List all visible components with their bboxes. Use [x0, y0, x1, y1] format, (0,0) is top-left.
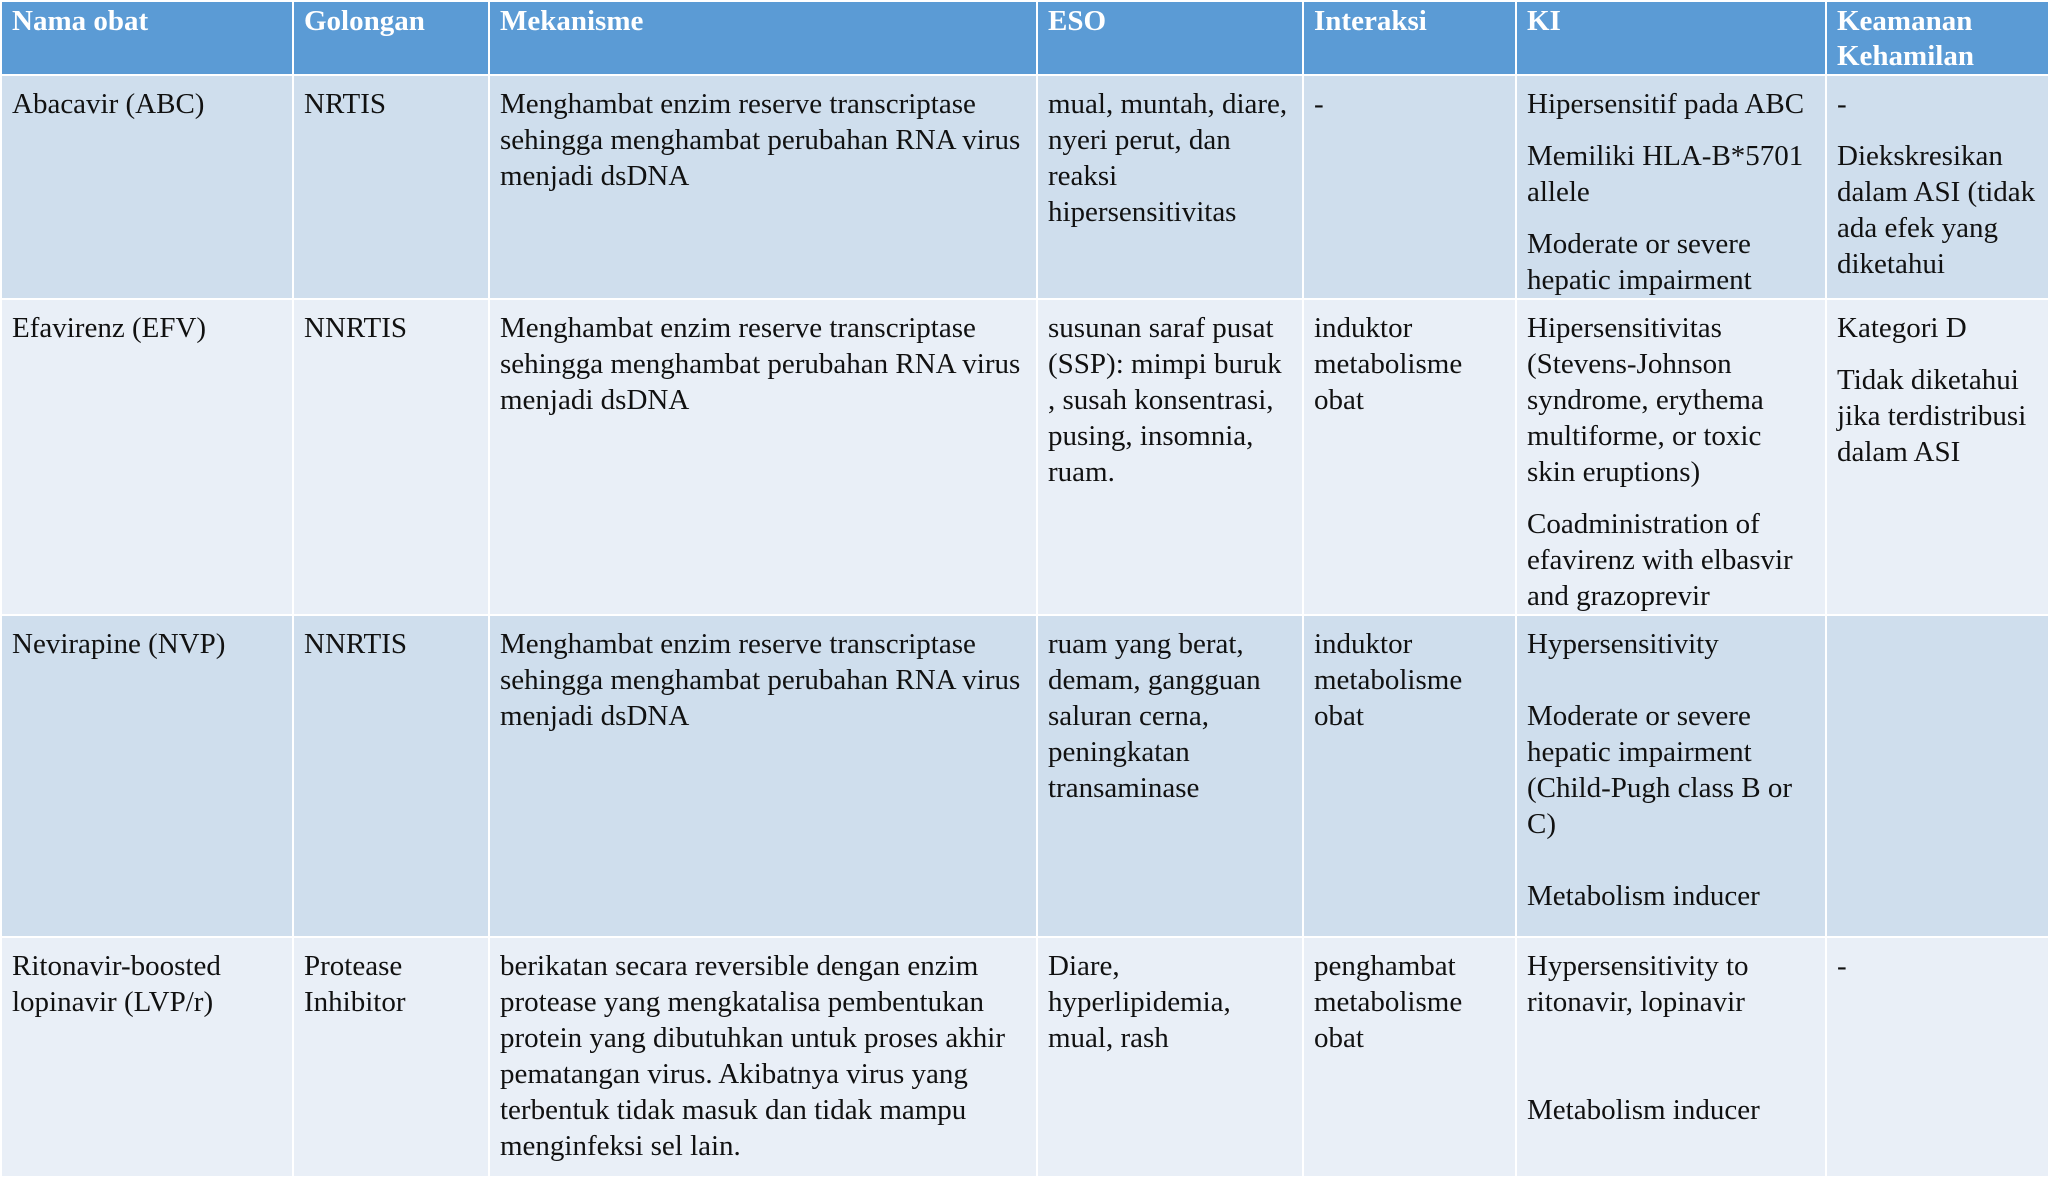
kehamilan-item: -	[1837, 88, 1847, 120]
cell-eso: mual, muntah, diare, nyeri perut, dan reaksi hipersensitivitas	[1037, 75, 1303, 299]
ki-item: Coadministration of efavirenz with elbasvir and grazoprevir	[1527, 508, 1793, 612]
cell-nama-obat: Efavirenz (EFV)	[1, 299, 293, 615]
cell-golongan: NNRTIS	[293, 299, 489, 615]
header-row	[1, 1, 2048, 75]
cell-golongan: Protease Inhibitor	[293, 937, 489, 1177]
cell-mekanisme: Menghambat enzim reserve transcriptase sehingga menghambat perubahan RNA virus menjadi dsDNA	[489, 299, 1037, 615]
ki-item: Moderate or severe hepatic impairment	[1527, 228, 1752, 296]
kehamilan-item: Kategori D	[1837, 312, 1967, 344]
cell-eso: susunan saraf pusat (SSP): mimpi buruk , susah konsentrasi, pusing, insomnia, ruam.	[1037, 299, 1303, 615]
cell-mekanisme: berikatan secara reversible dengan enzim protease yang mengkatalisa pembentukan protein yang dibutuhkan untuk proses akhir pematangan virus. Akibatnya virus yang terbentuk tidak masuk dan tidak mampu menginfeksi sel lain.	[489, 937, 1037, 1177]
cell-mekanisme: Menghambat enzim reserve transcriptase sehingga menghambat perubahan RNA virus menjadi dsDNA	[489, 615, 1037, 937]
table-row	[1, 937, 2048, 1177]
cell-keamanan-kehamilan	[1826, 299, 2048, 615]
ki-item: Metabolism inducer	[1527, 1094, 1760, 1126]
header-eso: ESO	[1037, 1, 1303, 75]
ki-item: Metabolism inducer	[1527, 880, 1760, 912]
cell-ki	[1516, 937, 1826, 1177]
ki-item: Hypersensitivity to ritonavir, lopinavir	[1527, 950, 1749, 1018]
table-row	[1, 299, 2048, 615]
cell-golongan: NNRTIS	[293, 615, 489, 937]
cell-interaksi: penghambat metabolisme obat	[1303, 937, 1516, 1177]
kehamilan-item: Tidak diketahui jika terdistribusi dalam ASI	[1837, 364, 2027, 468]
cell-interaksi: -	[1303, 75, 1516, 299]
kehamilan-item: Diekskresikan dalam ASI (tidak ada efek yang diketahui	[1837, 140, 2036, 280]
header-golongan: Golongan	[293, 1, 489, 75]
ki-item: Memiliki HLA-B*5701 allele	[1527, 140, 1804, 208]
table-row	[1, 615, 2048, 937]
cell-mekanisme: Menghambat enzim reserve transcriptase sehingga menghambat perubahan RNA virus menjadi dsDNA	[489, 75, 1037, 299]
cell-keamanan-kehamilan	[1826, 75, 2048, 299]
header-mekanisme: Mekanisme	[489, 1, 1037, 75]
ki-item: Moderate or severe hepatic impairment (Child-Pugh class B or C)	[1527, 700, 1793, 840]
ki-item: Hypersensitivity	[1527, 628, 1719, 660]
header-keamanan-kehamilan: Keamanan Kehamilan	[1826, 1, 2048, 75]
ki-item: Hipersensitivitas (Stevens-Johnson syndrome, erythema multiforme, or toxic skin eruptions)	[1527, 312, 1764, 488]
cell-golongan: NRTIS	[293, 75, 489, 299]
cell-ki	[1516, 615, 1826, 937]
header-nama-obat: Nama obat	[1, 1, 293, 75]
cell-keamanan-kehamilan	[1826, 937, 2048, 1177]
header-ki: KI	[1516, 1, 1826, 75]
cell-nama-obat: Nevirapine (NVP)	[1, 615, 293, 937]
table-row	[1, 75, 2048, 299]
cell-keamanan-kehamilan	[1826, 615, 2048, 937]
cell-eso: ruam yang berat, demam, gangguan saluran cerna, peningkatan transaminase	[1037, 615, 1303, 937]
cell-nama-obat: Abacavir (ABC)	[1, 75, 293, 299]
cell-interaksi: induktor metabolisme obat	[1303, 615, 1516, 937]
cell-nama-obat: Ritonavir-boosted lopinavir (LVP/r)	[1, 937, 293, 1177]
cell-ki	[1516, 299, 1826, 615]
cell-eso: Diare, hyperlipidemia, mual, rash	[1037, 937, 1303, 1177]
header-interaksi: Interaksi	[1303, 1, 1516, 75]
cell-interaksi: induktor metabolisme obat	[1303, 299, 1516, 615]
ki-item: Hipersensitif pada ABC	[1527, 88, 1805, 120]
cell-ki	[1516, 75, 1826, 299]
kehamilan-item: -	[1837, 950, 1847, 982]
